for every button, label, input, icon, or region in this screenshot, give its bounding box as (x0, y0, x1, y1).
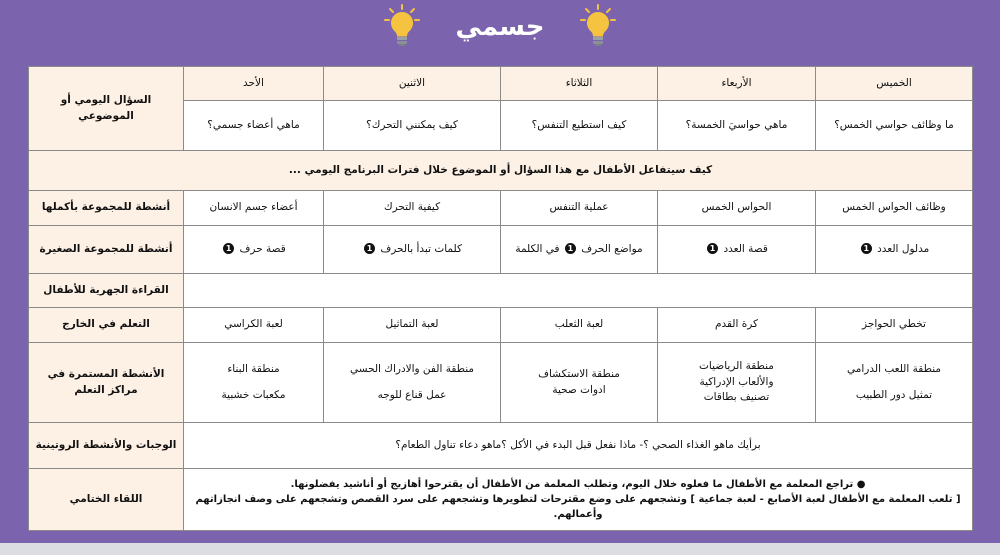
cell-line: منطقة الاستكشاف (538, 367, 620, 380)
cell-line: تصنيف بطاقات (703, 391, 770, 404)
small-group-row (29, 226, 973, 274)
cell: كيف يمكنني التحرك؟ (324, 101, 501, 151)
row-label-meals: الوجبات والأنشطة الروتينية (29, 423, 184, 469)
cell-text: كلمات تبدأ بالحرف (380, 242, 462, 255)
cell: كيف استطيع التنفس؟ (501, 101, 658, 151)
lightbulb-icon (580, 4, 616, 48)
day-header-thursday: الخميس (816, 67, 973, 101)
cell: لعبة الثعلب (501, 308, 658, 343)
interaction-banner: كيف سيتفاعل الأطفال مع هذا السؤال أو الموضوع خلال فترات البرنامج اليومي ... (29, 151, 973, 191)
cell (501, 226, 658, 274)
cell: عملية التنفس (501, 191, 658, 226)
read-aloud-cell (184, 274, 973, 308)
weekly-plan-table (28, 66, 973, 531)
cell-text: قصة العدد (723, 242, 768, 255)
title-bar (0, 0, 1000, 60)
cell: ماهي أعضاء جسمي؟ (184, 101, 324, 151)
closing-cell (184, 469, 973, 531)
cell: كيفية التحرك (324, 191, 501, 226)
cell-text: مواضع الحرف (581, 242, 643, 255)
banner-row (29, 151, 973, 191)
lightbulb-icon (384, 4, 420, 48)
bottom-strip (0, 543, 1000, 555)
row-label-outdoor: التعلم في الخارج (29, 308, 184, 343)
row-label-daily-question: السؤال اليومي أو الموضوعي (29, 67, 184, 151)
outdoor-row (29, 308, 973, 343)
cell (324, 226, 501, 274)
whole-group-row (29, 191, 973, 226)
cell-line: عمل قناع للوجه (377, 388, 447, 401)
cell: ماهي حواسيَ الخمسة؟ (658, 101, 816, 151)
cell: كرة القدم (658, 308, 816, 343)
cell (816, 343, 973, 423)
day-header-wednesday: الأربعاء (658, 67, 816, 101)
cell-text: في الكلمة (515, 242, 560, 255)
row-label-centers: الأنشطة المستمرة في مراكز التعلم (29, 343, 184, 423)
closing-line: ● تراجع المعلمة مع الأطفال ما فعلوه خلال اليوم، وتطلب المعلمة من الأطفال أن يقترحوا أهازيج أو أناشيد يفضلونها. (290, 479, 866, 490)
cell-line: منطقة الرياضيات والألعاب الإدراكية (699, 359, 774, 388)
closing-line: [ تلعب المعلمة مع الأطفال لعبة الأصابع - لعبة جماعية ] وتشجعهم على وضع مقترحات لتطويرها وتشجعهم على سرد القصص وتشجعهم على وصف انجازاتهم وأعمالهم. (195, 494, 961, 520)
cell-text: مدلول العدد (877, 242, 930, 255)
cell: أعضاء جسم الانسان (184, 191, 324, 226)
cell: لعبة التماثيل (324, 308, 501, 343)
cell (658, 343, 816, 423)
cell: تخطي الحواجز (816, 308, 973, 343)
cell: الحواس الخمس (658, 191, 816, 226)
closing-row (29, 469, 973, 531)
cell (501, 343, 658, 423)
circled-number-icon: 1 (223, 243, 234, 254)
circled-number-icon: 1 (565, 243, 576, 254)
meals-row (29, 423, 973, 469)
meals-cell: برأيك ماهو الغذاء الصحي ؟- ماذا نفعل قبل البدء في الأكل ؟ماهو دعاء تناول الطعام؟ (184, 423, 973, 469)
row-label-whole-group: أنشطة للمجموعة بأكملها (29, 191, 184, 226)
cell (816, 226, 973, 274)
days-header-row (29, 67, 973, 101)
row-label-closing: اللقاء الختامي (29, 469, 184, 531)
cell: لعبة الكراسي (184, 308, 324, 343)
circled-number-icon: 1 (861, 243, 872, 254)
row-label-small-group: أنشطة للمجموعة الصغيرة (29, 226, 184, 274)
centers-row (29, 343, 973, 423)
circled-number-icon: 1 (364, 243, 375, 254)
cell: وظائف الحواس الخمس (816, 191, 973, 226)
cell-text: قصة حرف (239, 242, 286, 255)
read-aloud-row (29, 274, 973, 308)
cell-line: منطقة اللعب الدرامي (847, 362, 941, 375)
circled-number-icon: 1 (707, 243, 718, 254)
page-title: جسمي (455, 12, 545, 42)
day-header-sunday: الأحد (184, 67, 324, 101)
cell (658, 226, 816, 274)
cell (184, 343, 324, 423)
day-header-monday: الاثنين (324, 67, 501, 101)
row-label-read-aloud: القراءة الجهرية للأطفال (29, 274, 184, 308)
cell-line: منطقة الفن والادراك الحسي (349, 362, 475, 375)
cell (184, 226, 324, 274)
cell: ما وظائف حواسي الخمس؟ (816, 101, 973, 151)
cell (324, 343, 501, 423)
cell-line: منطقة البناء (227, 362, 280, 375)
cell-line: مكعبات خشبية (221, 388, 286, 401)
cell-line: ادوات صحية (552, 383, 606, 396)
day-header-tuesday: الثلاثاء (501, 67, 658, 101)
cell-line: تمثيل دور الطبيب (855, 388, 933, 401)
